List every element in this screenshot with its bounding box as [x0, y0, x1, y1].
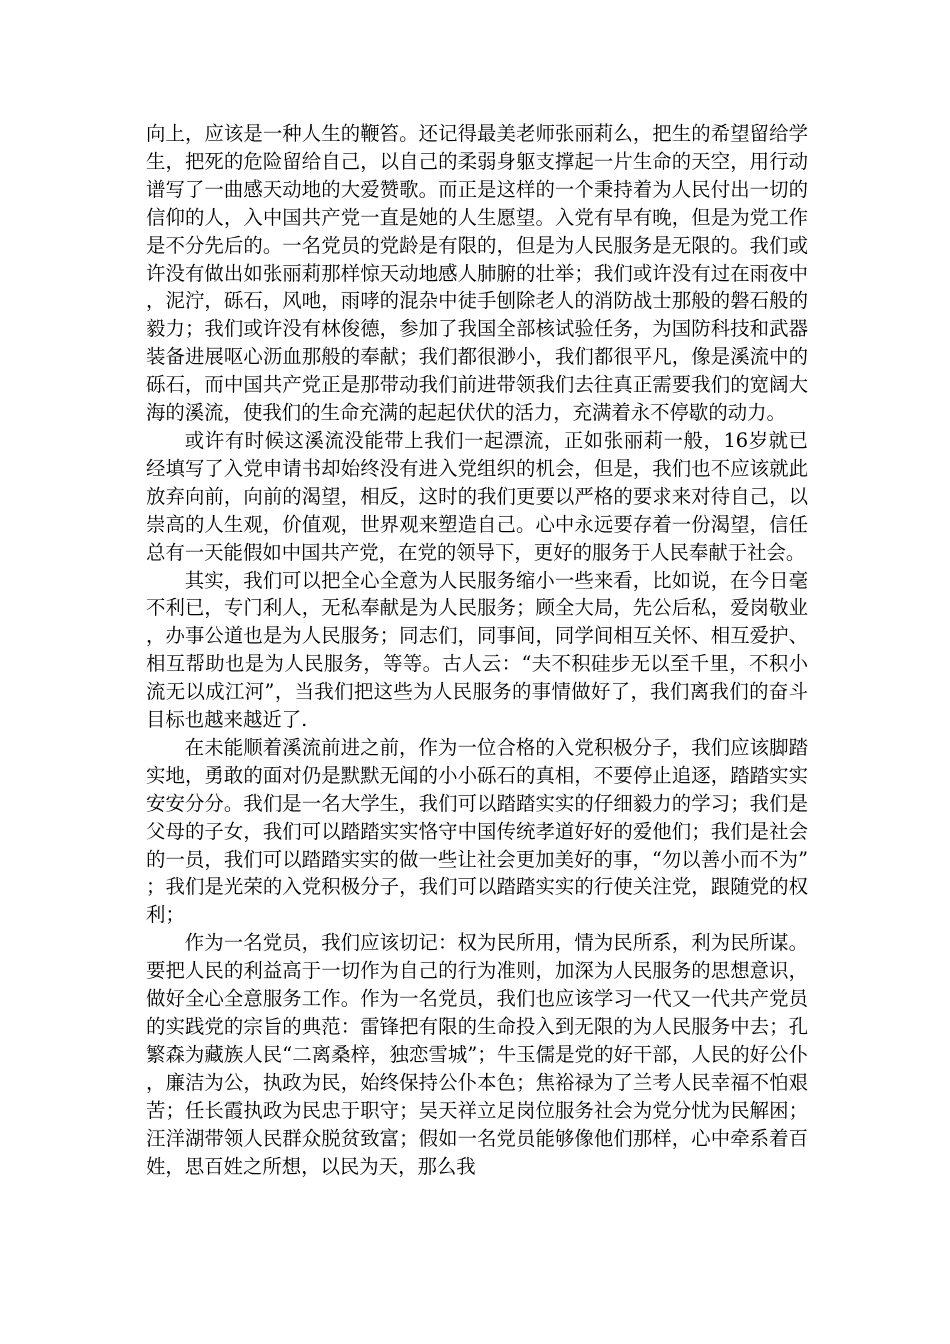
- paragraph-2: 或许有时候这溪流没能带上我们一起漂流，正如张丽莉一般，16岁就已经填写了入党申请书却始终没有进入党组织的机会，但是，我们也不应该就此放弃向前，向前的渴望，相反，这时的我们更要以严格的要求来对待自己，以崇高的人生观，价值观，世界观来塑造自己。心中永远要存着一份渴望，信任总有一天能假如中国共产党，在党的领导下，更好的服务于人民奉献于社会。: [146, 428, 808, 564]
- document-body: [146, 120, 808, 1180]
- paragraph-5: 作为一名党员，我们应该切记：权为民所用，情为民所系，利为民所谋。要把人民的利益高于一切作为自己的行为准则，加深为人民服务的思想意识，做好全心全意服务工作。作为一名党员，我们也应该学习一代又一代共产党员的实践党的宗旨的典范：雷锋把有限的生命投入到无限的为人民服务中去；孔繁森为藏族人民“二离桑梓，独恋雪城”；牛玉儒是党的好干部，人民的好公仆，廉洁为公，执政为民，始终保持公仆本色；焦裕禄为了兰考人民幸福不怕艰苦；任长霞执政为民忠于职守；吴天祥立足岗位服务社会为党分忧为民解困；汪洋湖带领人民群众脱贫致富；假如一名党员能够像他们那样，心中牵系着百姓，思百姓之所想，以民为天，那么我: [146, 931, 808, 1178]
- paragraph-1: 向上，应该是一种人生的鞭笞。还记得最美老师张丽莉么，把生的希望留给学生，把死的危险留给自己，以自己的柔弱身躯支撑起一片生命的天空，用行动谱写了一曲感天动地的大爱赞歌。而正是这样的一个秉持着为人民付出一切的信仰的人，入中国共产党一直是她的人生愿望。入党有早有晚，但是为党工作是不分先后的。一名党员的党龄是有限的，但是为人民服务是无限的。我们或许没有做出如张丽莉那样惊天动地感人肺腑的壮举；我们或许没有过在雨夜中，泥泞，砾石，风吔，雨哮的混杂中徒手刨除老人的消防战士那般的磐石般的毅力；我们或许没有林俊德，参加了我国全部核试验任务，为国防科技和武器装备进展呕心沥血那般的奉献；我们都很渺小，我们都很平凡，像是溪流中的砾石，而中国共产党正是那带动我们前进带领我们去往真正需要我们的宽阔大海的溪流，使我们的生命充满的起起伏伏的活力，充满着永不停歇的动力。: [146, 122, 808, 425]
- paragraph-3: 其实，我们可以把全心全意为人民服务缩小一些来看，比如说，在今日毫不利已，专门利人，无私奉献是为人民服务；顾全大局，先公后私，爱岗敬业，办事公道也是为人民服务；同志们，同事间，同学间相互关怀、相互爱护、相互帮助也是为人民服务，等等。古人云：“夫不积硅步无以至千里，不积小流无以成江河”，当我们把这些为人民服务的事情做好了，我们离我们的奋斗目标也越来越近了.: [146, 568, 808, 732]
- paragraph-4: 在未能顺着溪流前进之前，作为一位合格的入党积极分子，我们应该脚踏实地，勇敢的面对仍是默默无闻的小小砾石的真相，不要停止追逐，踏踏实实安安分分。我们是一名大学生，我们可以踏踏实实的仔细毅力的学习；我们是父母的子女，我们可以踏踏实实恪守中国传统孝道好好的爱他们；我们是社会的一员，我们可以踏踏实实的做一些让社会更加美好的事，“勿以善小而不为”；我们是光荣的入党积极分子，我们可以踏踏实实的行使关注党，跟随党的权利；: [146, 735, 808, 927]
